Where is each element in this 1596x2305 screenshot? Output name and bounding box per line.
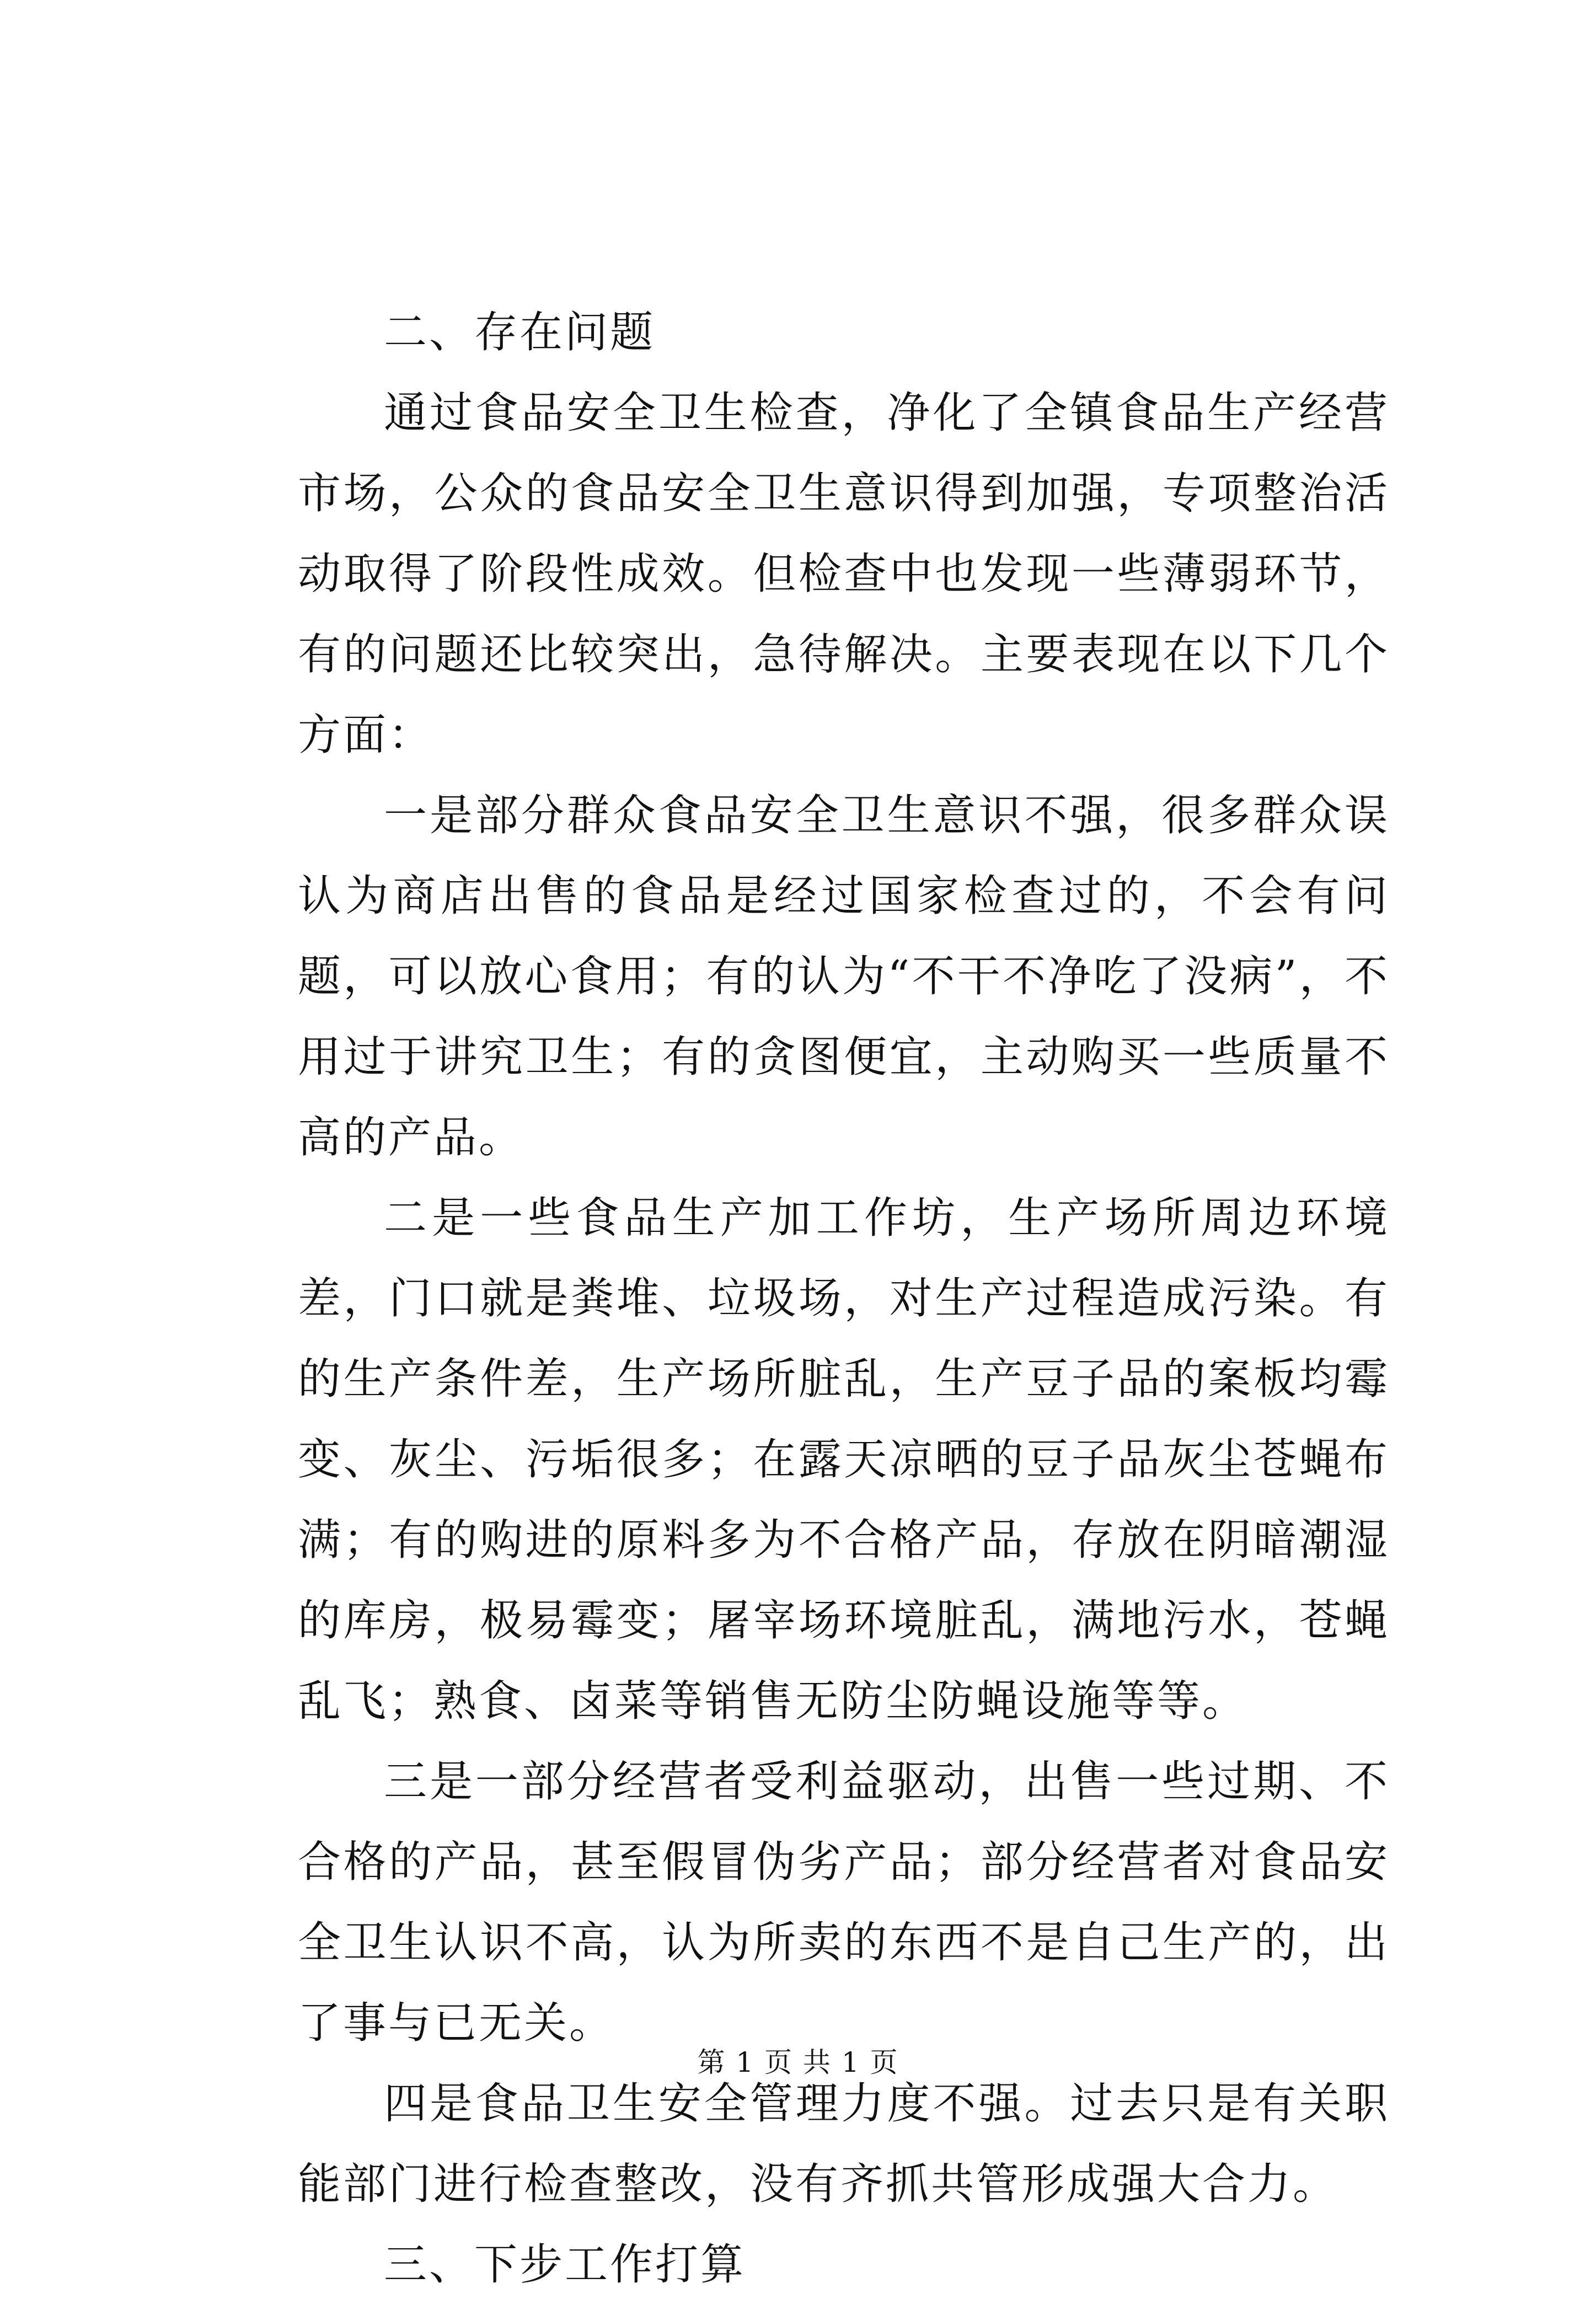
section-heading-problems: 二、存在问题 [384, 308, 656, 357]
paragraph-issue-1: 一是部分群众食品安全卫生意识不强，很多群众误认为商店出售的食品是经过国家检查过的，不会有问题，可以放心食用；有的认为“不干不净吃了没病”，不用过于讲究卫生；有的贪图便宜，主动购买一些质量不高的产品。 [298, 791, 1390, 1162]
paragraph-issue-3: 三是一部分经营者受利益驱动，出售一些过期、不合格的产品，甚至假冒伪劣产品；部分经营者对食品安全卫生认识不高，认为所卖的东西不是自己生产的，出了事与已无关。 [298, 1757, 1390, 2048]
paragraph-summary: 通过食品安全卫生检查，净化了全镇食品生产经营市场，公众的食品安全卫生意识得到加强，专项整治活动取得了阶段性成效。但检查中也发现一些薄弱环节，有的问题还比较突出，急待解决。主要表现在以下几个方面： [298, 388, 1390, 760]
section-heading-next-steps: 三、下步工作打算 [384, 2240, 746, 2290]
document-body [298, 292, 1390, 2305]
page-footer: 第 1 页 共 1 页 [697, 2046, 899, 2078]
paragraph-issue-4: 四是食品卫生安全管理力度不强。过去只是有关职能部门进行检查整改，没有齐抓共管形成强大合力。 [298, 2079, 1390, 2209]
paragraph-issue-2: 二是一些食品生产加工作坊，生产场所周边环境差，门口就是粪堆、垃圾场，对生产过程造成污染。有的生产条件差，生产场所脏乱，生产豆子品的案板均霉变、灰尘、污垢很多；在露天凉晒的豆子品灰尘苍蝇布满；有的购进的原料多为不合格产品，存放在阴暗潮湿的库房，极易霉变；屠宰场环境脏乱，满地污水，苍蝇乱飞；熟食、卤菜等销售无防尘防蝇设施等等。 [298, 1193, 1390, 1726]
